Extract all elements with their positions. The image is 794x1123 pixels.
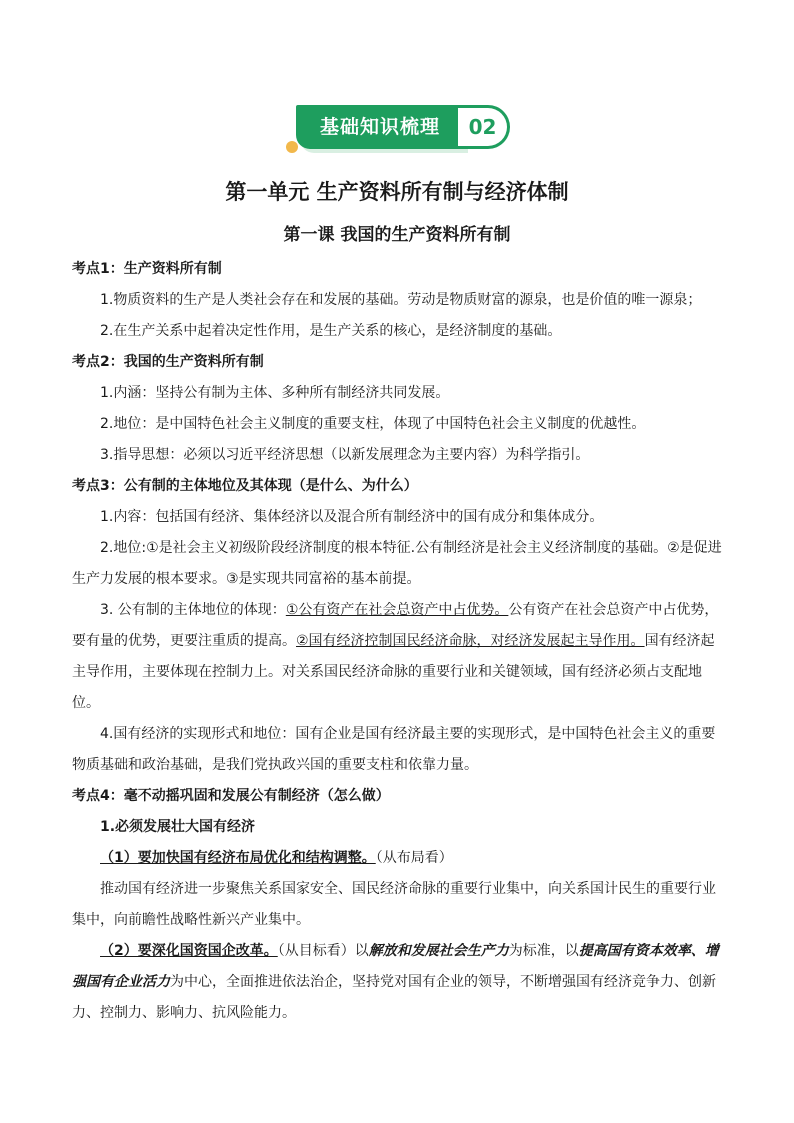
sub-item-1-title: （1）要加快国有经济布局优化和结构调整。: [100, 850, 376, 866]
sub-item-2-title: （2）要深化国资国企改革。: [100, 943, 278, 959]
emphasis-phrase-2: 提高国有资本效率、增强国有企业活力: [72, 943, 719, 990]
item-3-text-2: 国有经济起主导作用，主要体现在控制力上。对关系国民经济命脉的重要行业和关键领域，国有经济必须占支配地位。: [72, 633, 715, 711]
key-point-4-paragraph-1: 推动国有经济进一步聚焦关系国家安全、国民经济命脉的重要行业集中，向关系国计民生的重要行业集中，向前瞻性战略性新兴产业集中。: [72, 881, 716, 928]
emphasis-phrase-1: 解放和发展社会生产力: [368, 943, 509, 959]
key-point-4-subheading-1: 1.必须发展壮大国有经济: [100, 819, 256, 835]
document-body: [72, 254, 724, 1029]
key-point-2-item-1: 1.内涵：坚持公有制为主体、多种所有制经济共同发展。: [100, 385, 450, 401]
unit-title: 第一单元 生产资料所有制与经济体制: [225, 180, 569, 204]
key-point-3-item-3: [72, 595, 724, 719]
item-3-lead: 3. 公有制的主体地位的体现：: [100, 602, 286, 618]
lesson-title: 第一课 我国的生产资料所有制: [283, 225, 511, 245]
underlined-phrase-1: ①公有资产在社会总资产中占优势。: [285, 602, 509, 618]
key-point-2-item-3: 3.指导思想：必须以习近平经济思想（以新发展理念为主要内容）为科学指引。: [100, 447, 590, 463]
underlined-phrase-2: ②国有经济控制国民经济命脉，对经济发展起主导作用。: [296, 633, 645, 649]
banner-dot-decoration: [286, 141, 298, 153]
key-point-3-heading: 考点3：公有制的主体地位及其体现（是什么、为什么）: [72, 478, 418, 494]
sub-item-2-text-2: 为标准，以: [508, 943, 579, 959]
key-point-4-sub-item-2: [72, 936, 724, 1029]
sub-item-2-text-3: 为中心，全面推进依法治企，坚持党对国有企业的领导，不断增强国有经济竞争力、创新力、控制力、影响力、抗风险能力。: [72, 974, 716, 1021]
key-point-3-item-1: 1.内容：包括国有经济、集体经济以及混合所有制经济中的国有成分和集体成分。: [100, 509, 604, 525]
section-banner: [286, 103, 516, 155]
banner-title: 基础知识梳理: [296, 105, 464, 149]
sub-item-2-text-1: （从目标看）以: [277, 943, 369, 959]
sub-item-1-note: （从布局看）: [375, 850, 453, 866]
key-point-4-heading: 考点4：毫不动摇巩固和发展公有制经济（怎么做）: [72, 788, 390, 804]
item-3-text-1: 公有资产在社会总资产中占优势，要有量的优势，更要注重质的提高。: [72, 602, 719, 649]
key-point-4-sub-item-1: [72, 843, 724, 874]
key-point-1-heading: 考点1：生产资料所有制: [72, 261, 222, 277]
key-point-3-item-4: 4.国有经济的实现形式和地位：国有企业是国有经济最主要的实现形式，是中国特色社会主义的重要物质基础和政治基础，是我们党执政兴国的重要支柱和依靠力量。: [72, 726, 716, 773]
key-point-2-heading: 考点2：我国的生产资料所有制: [72, 354, 264, 370]
banner-number: 02: [458, 105, 510, 149]
key-point-2-item-2: 2.地位：是中国特色社会主义制度的重要支柱，体现了中国特色社会主义制度的优越性。: [100, 416, 646, 432]
key-point-1-item-1: 1.物质资料的生产是人类社会存在和发展的基础。劳动是物质财富的源泉，也是价值的唯一源泉；: [100, 292, 702, 308]
key-point-1-item-2: 2.在生产关系中起着决定性作用，是生产关系的核心，是经济制度的基础。: [100, 323, 562, 339]
key-point-3-item-2: 2.地位:①是社会主义初级阶段经济制度的根本特征.公有制经济是社会主义经济制度的基础。②是促进生产力发展的根本要求。③是实现共同富裕的基本前提。: [72, 540, 722, 587]
